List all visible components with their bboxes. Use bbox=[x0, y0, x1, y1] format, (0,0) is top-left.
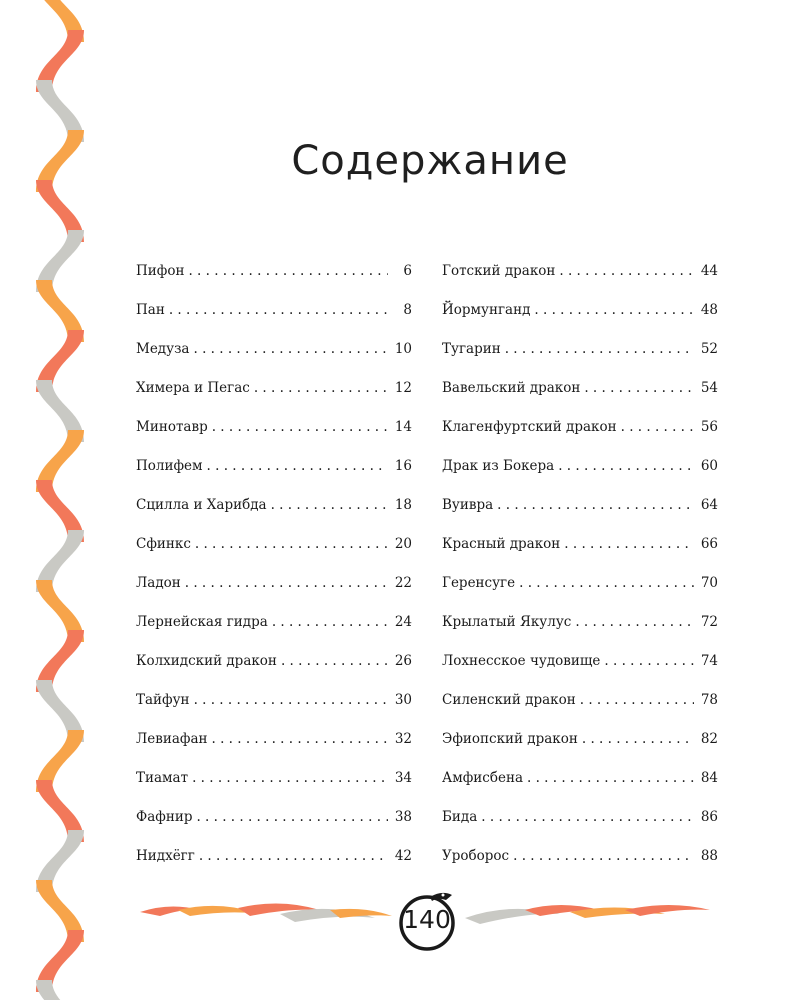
toc-left-column bbox=[136, 252, 412, 876]
toc-entry-page: 34 bbox=[394, 770, 412, 786]
toc-entry bbox=[442, 603, 718, 642]
toc-entry-page: 56 bbox=[700, 419, 718, 435]
toc-entry-page: 70 bbox=[700, 575, 718, 591]
toc-entry-page: 64 bbox=[700, 497, 718, 513]
toc-entry-title: Тиамат bbox=[136, 770, 189, 786]
toc-entry-title: Красный дракон bbox=[442, 536, 561, 552]
toc-entry-title: Тугарин bbox=[442, 341, 501, 357]
toc-entry-title: Вуивра bbox=[442, 497, 494, 513]
toc-dot-leader bbox=[199, 837, 388, 876]
toc-entry-title: Минотавр bbox=[136, 419, 208, 435]
toc-entry bbox=[136, 408, 412, 447]
toc-entry bbox=[136, 330, 412, 369]
toc-entry-page: 8 bbox=[403, 302, 412, 318]
toc-entry bbox=[442, 252, 718, 291]
toc-dot-leader bbox=[481, 798, 694, 837]
toc-entry-title: Клагенфуртский дракон bbox=[442, 419, 617, 435]
toc-dot-leader bbox=[212, 408, 388, 447]
toc-entry-title: Химера и Пегас bbox=[136, 380, 250, 396]
toc-dot-leader bbox=[281, 642, 388, 681]
toc-entry-title: Полифем bbox=[136, 458, 203, 474]
toc-entry bbox=[442, 486, 718, 525]
toc-entry bbox=[442, 681, 718, 720]
toc-dot-leader bbox=[527, 759, 694, 798]
toc-entry-title: Эфиопский дракон bbox=[442, 731, 578, 747]
toc-entry bbox=[442, 447, 718, 486]
toc-dot-leader bbox=[192, 759, 388, 798]
toc-entry-title: Лернейская гидра bbox=[136, 614, 268, 630]
toc-entry bbox=[136, 369, 412, 408]
toc-dot-leader bbox=[513, 837, 694, 876]
toc-entry-title: Бида bbox=[442, 809, 478, 825]
toc-dot-leader bbox=[254, 369, 388, 408]
toc-entry-title: Геренсуге bbox=[442, 575, 516, 591]
braided-ribbon-border bbox=[30, 0, 92, 1000]
toc-dot-leader bbox=[505, 330, 694, 369]
toc-entry-title: Вавельский дракон bbox=[442, 380, 581, 396]
toc-entry bbox=[136, 291, 412, 330]
toc-entry-page: 26 bbox=[394, 653, 412, 669]
toc-dot-leader bbox=[559, 252, 694, 291]
braid-strand bbox=[36, 980, 84, 1000]
toc-dot-leader bbox=[497, 486, 694, 525]
page-title: Содержание bbox=[291, 138, 569, 184]
toc-entry-page: 88 bbox=[700, 848, 718, 864]
toc-entry-page: 12 bbox=[394, 380, 412, 396]
toc-entry-page: 74 bbox=[700, 653, 718, 669]
toc-dot-leader bbox=[564, 525, 694, 564]
toc-entry-page: 48 bbox=[700, 302, 718, 318]
toc-dot-leader bbox=[584, 369, 694, 408]
toc-entry-title: Фафнир bbox=[136, 809, 193, 825]
toc-entry bbox=[136, 798, 412, 837]
toc-dot-leader bbox=[271, 486, 388, 525]
toc-entry bbox=[442, 837, 718, 876]
page-number: 140 bbox=[403, 905, 451, 934]
toc-entry-title: Сцилла и Харибда bbox=[136, 497, 267, 513]
toc-entry-page: 22 bbox=[394, 575, 412, 591]
toc-entry bbox=[442, 642, 718, 681]
toc-dot-leader bbox=[604, 642, 694, 681]
toc-entry bbox=[136, 447, 412, 486]
toc-entry-page: 84 bbox=[700, 770, 718, 786]
toc-entry-title: Амфисбена bbox=[442, 770, 524, 786]
toc-entry-title: Нидхёгг bbox=[136, 848, 195, 864]
toc-dot-leader bbox=[169, 291, 388, 330]
toc-entry bbox=[136, 603, 412, 642]
toc-entry bbox=[442, 525, 718, 564]
toc-entry-title: Крылатый Якулус bbox=[442, 614, 572, 630]
toc-dot-leader bbox=[185, 564, 388, 603]
toc-entry bbox=[136, 252, 412, 291]
toc-entry bbox=[136, 486, 412, 525]
toc-entry-title: Тайфун bbox=[136, 692, 190, 708]
toc-entry-page: 86 bbox=[700, 809, 718, 825]
toc-entry-page: 32 bbox=[394, 731, 412, 747]
toc-entry-page: 18 bbox=[394, 497, 412, 513]
toc-entry-page: 54 bbox=[700, 380, 718, 396]
toc-entry bbox=[442, 330, 718, 369]
toc-entry-page: 30 bbox=[394, 692, 412, 708]
toc-entry-page: 14 bbox=[394, 419, 412, 435]
toc-entry bbox=[442, 369, 718, 408]
toc-entry-title: Ладон bbox=[136, 575, 181, 591]
toc-entry-title: Уроборос bbox=[442, 848, 510, 864]
toc-entry-title: Силенский дракон bbox=[442, 692, 576, 708]
left-ribbon-swooshes bbox=[140, 903, 392, 922]
toc-entry bbox=[442, 291, 718, 330]
toc-dot-leader bbox=[575, 603, 694, 642]
toc-dot-leader bbox=[621, 408, 694, 447]
toc-entry-page: 10 bbox=[394, 341, 412, 357]
toc-dot-leader bbox=[580, 681, 694, 720]
toc-entry-title: Сфинкс bbox=[136, 536, 191, 552]
toc-entry bbox=[136, 564, 412, 603]
toc-entry bbox=[442, 798, 718, 837]
toc-entry-title: Левиафан bbox=[136, 731, 208, 747]
toc-entry-page: 82 bbox=[700, 731, 718, 747]
toc-entry-title: Готский дракон bbox=[442, 263, 556, 279]
toc-entry bbox=[136, 720, 412, 759]
toc-dot-leader bbox=[519, 564, 694, 603]
toc-entry bbox=[442, 720, 718, 759]
toc-entry-page: 44 bbox=[700, 263, 718, 279]
toc-entry-title: Лохнесское чудовище bbox=[442, 653, 601, 669]
toc-dot-leader bbox=[212, 720, 388, 759]
toc-entry-page: 66 bbox=[700, 536, 718, 552]
toc-entry-page: 16 bbox=[394, 458, 412, 474]
toc-entry-page: 52 bbox=[700, 341, 718, 357]
toc-dot-leader bbox=[207, 447, 388, 486]
toc-dot-leader bbox=[582, 720, 694, 759]
toc-dot-leader bbox=[534, 291, 694, 330]
toc-dot-leader bbox=[272, 603, 388, 642]
toc-dot-leader bbox=[193, 330, 388, 369]
toc-entry-title: Пан bbox=[136, 302, 165, 318]
toc-entry bbox=[136, 525, 412, 564]
toc-entry-page: 78 bbox=[700, 692, 718, 708]
toc-entry-page: 24 bbox=[394, 614, 412, 630]
toc-entry-title: Колхидский дракон bbox=[136, 653, 277, 669]
toc-entry-page: 42 bbox=[394, 848, 412, 864]
toc-dot-leader bbox=[558, 447, 694, 486]
toc-entry-page: 6 bbox=[403, 263, 412, 279]
toc-entry bbox=[136, 759, 412, 798]
toc-entry-title: Драк из Бокера bbox=[442, 458, 555, 474]
right-ribbon-swooshes bbox=[465, 905, 710, 924]
toc-entry-page: 60 bbox=[700, 458, 718, 474]
toc-dot-leader bbox=[196, 798, 388, 837]
toc-entry-page: 38 bbox=[394, 809, 412, 825]
toc-entry-title: Пифон bbox=[136, 263, 185, 279]
toc-entry bbox=[442, 408, 718, 447]
toc-dot-leader bbox=[188, 252, 388, 291]
toc-entry bbox=[136, 681, 412, 720]
toc-right-column bbox=[442, 252, 718, 876]
toc-dot-leader bbox=[194, 681, 388, 720]
toc-entry bbox=[442, 759, 718, 798]
toc-dot-leader bbox=[195, 525, 388, 564]
toc-entry bbox=[136, 837, 412, 876]
toc-entry-page: 20 bbox=[394, 536, 412, 552]
toc-entry bbox=[136, 642, 412, 681]
toc-entry-title: Йормунганд bbox=[442, 302, 531, 318]
toc-entry bbox=[442, 564, 718, 603]
toc-entry-page: 72 bbox=[700, 614, 718, 630]
toc-entry-title: Медуза bbox=[136, 341, 190, 357]
